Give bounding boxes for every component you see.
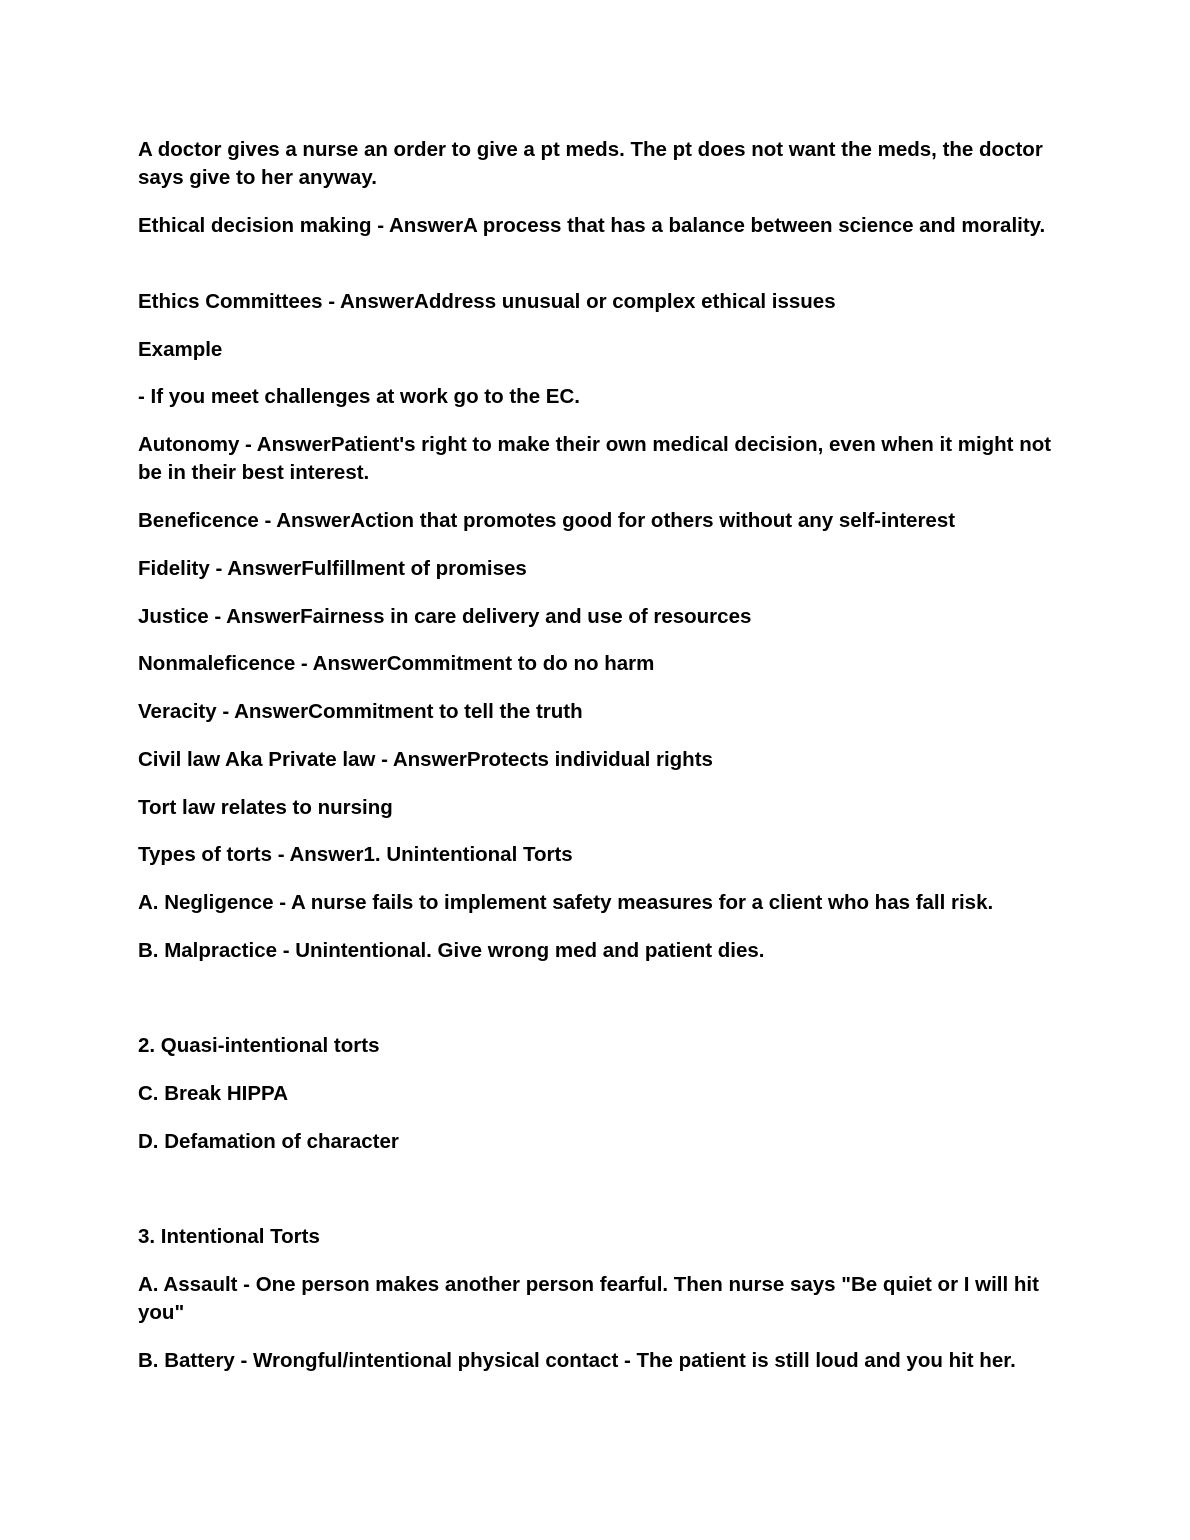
paragraph-fidelity: Fidelity - AnswerFulfillment of promises	[138, 557, 527, 580]
paragraph-veracity: Veracity - AnswerCommitment to tell the truth	[138, 700, 583, 723]
paragraph-nonmaleficence: Nonmaleficence - AnswerCommitment to do no harm	[138, 652, 655, 675]
paragraph-civil-law: Civil law Aka Private law - AnswerProtects individual rights	[138, 748, 713, 771]
paragraph-example-detail: - If you meet challenges at work go to the EC.	[138, 385, 580, 408]
paragraph-assault: A. Assault - One person makes another person fearful. Then nurse says "Be quiet or I will hit you"	[138, 1273, 1039, 1324]
paragraph-ethical-decision-making: Ethical decision making - AnswerA process that has a balance between science and morality.	[138, 214, 1046, 237]
paragraph-example: Example	[138, 338, 223, 361]
paragraph-types-of-torts: Types of torts - Answer1. Unintentional Torts	[138, 843, 573, 866]
paragraph-battery: B. Battery - Wrongful/intentional physical contact - The patient is still loud and you hit her.	[138, 1349, 1016, 1372]
paragraph-quasi-intentional-torts: 2. Quasi-intentional torts	[138, 1034, 380, 1057]
paragraph-justice: Justice - AnswerFairness in care delivery and use of resources	[138, 605, 752, 628]
paragraph-defamation: D. Defamation of character	[138, 1130, 399, 1153]
paragraph-beneficence: Beneficence - AnswerAction that promotes good for others without any self-interest	[138, 509, 956, 532]
paragraph-malpractice: B. Malpractice - Unintentional. Give wrong med and patient dies.	[138, 939, 765, 962]
paragraph-break-hippa: C. Break HIPPA	[138, 1082, 289, 1105]
paragraph-tort-law: Tort law relates to nursing	[138, 796, 393, 819]
paragraph-autonomy: Autonomy - AnswerPatient's right to make their own medical decision, even when it might not be in their best interest.	[138, 433, 1052, 484]
paragraph-intentional-torts: 3. Intentional Torts	[138, 1225, 320, 1248]
paragraph-doctor-order: A doctor gives a nurse an order to give a pt meds. The pt does not want the meds, the doctor says give to her anyway.	[138, 138, 1043, 189]
paragraph-ethics-committees: Ethics Committees - AnswerAddress unusual or complex ethical issues	[138, 290, 836, 313]
document-page	[138, 0, 1068, 1540]
paragraph-negligence: A. Negligence - A nurse fails to implement safety measures for a client who has fall risk.	[138, 891, 994, 914]
